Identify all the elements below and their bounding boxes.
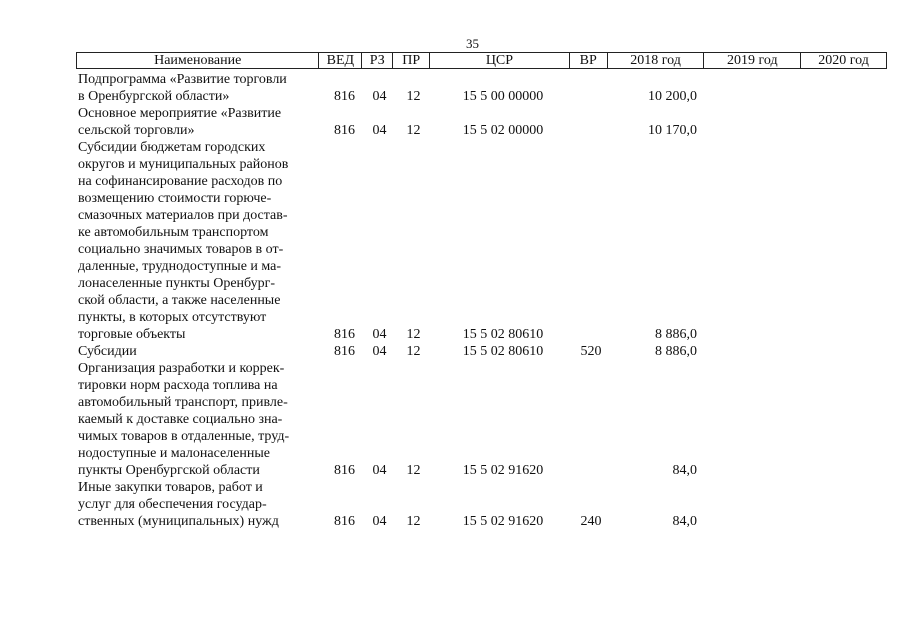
- cell-2018: 8 886,0: [655, 344, 697, 359]
- name-line: в Оренбургской области»: [78, 89, 230, 104]
- table-row: [78, 360, 887, 479]
- cell-name: [78, 479, 321, 530]
- cell-name: [78, 105, 321, 139]
- cell-ved: 816: [334, 344, 355, 359]
- header-pr: ПР: [393, 53, 430, 68]
- cell-csr: 15 5 02 91620: [462, 463, 544, 478]
- cell-vr: 240: [580, 514, 602, 529]
- name-line: ственных (муниципальных) нужд: [78, 514, 279, 529]
- cell-pr: 12: [406, 327, 421, 342]
- cell-2018: 8 886,0: [655, 327, 697, 342]
- header-2019: 2019 год: [704, 53, 801, 68]
- name-line: чимых товаров в отдаленные, труд-: [78, 429, 290, 444]
- cell-ved: 816: [334, 327, 355, 342]
- cell-rz: 04: [372, 514, 387, 529]
- header-name: Наименование: [77, 53, 319, 68]
- name-line: даленные, труднодоступные и ма-: [78, 259, 282, 274]
- name-line: Субсидии бюджетам городских: [78, 140, 266, 155]
- header-ved: ВЕД: [319, 53, 362, 68]
- table-row: [78, 105, 887, 139]
- name-line: услуг для обеспечения государ-: [78, 497, 267, 512]
- name-line: Субсидии: [78, 344, 137, 359]
- cell-csr: 15 5 02 80610: [462, 327, 544, 342]
- name-line: пункты, в которых отсутствуют: [78, 310, 267, 325]
- cell-rz: 04: [372, 344, 387, 359]
- cell-csr: 15 5 02 91620: [462, 514, 544, 529]
- header-2018: 2018 год: [608, 53, 705, 68]
- cell-rz: 04: [372, 89, 387, 104]
- cell-name: [78, 139, 321, 343]
- name-line: пункты Оренбургской области: [78, 463, 260, 478]
- cell-2018: 84,0: [672, 463, 697, 478]
- name-line: округов и муниципальных районов: [78, 157, 289, 172]
- header-2020: 2020 год: [818, 53, 869, 68]
- cell-2018: 84,0: [672, 514, 697, 529]
- table-row: [78, 343, 887, 360]
- cell-csr: 15 5 02 00000: [462, 123, 544, 138]
- name-line: тировки норм расхода топлива на: [78, 378, 278, 393]
- name-line: социально значимых товаров в от-: [78, 242, 284, 257]
- cell-pr: 12: [406, 514, 421, 529]
- cell-pr: 12: [406, 89, 421, 104]
- cell-ved: 816: [334, 463, 355, 478]
- cell-rz: 04: [372, 463, 387, 478]
- name-line: Иные закупки товаров, работ и: [78, 480, 263, 495]
- cell-name: [78, 343, 321, 360]
- cell-ved: 816: [334, 514, 355, 529]
- table-header: [76, 52, 887, 69]
- name-line: смазочных материалов при достав-: [78, 208, 288, 223]
- cell-rz: 04: [372, 123, 387, 138]
- name-line: Основное мероприятие «Развитие: [78, 106, 282, 121]
- name-line: на софинансирование расходов по: [78, 174, 283, 189]
- cell-vr: 520: [580, 344, 602, 359]
- table-row: [78, 71, 887, 105]
- name-line: ской области, а также населенные: [78, 293, 281, 308]
- name-line: нодоступные и малонаселенные: [78, 446, 271, 461]
- name-line: ке автомобильным транспортом: [78, 225, 269, 240]
- cell-name: [78, 71, 321, 105]
- cell-pr: 12: [406, 463, 421, 478]
- cell-pr: 12: [406, 344, 421, 359]
- cell-ved: 816: [334, 123, 355, 138]
- name-line: сельской торговли»: [78, 123, 195, 138]
- table-body: [78, 71, 887, 530]
- name-line: лонаселенные пункты Оренбург-: [78, 276, 276, 291]
- cell-pr: 12: [406, 123, 421, 138]
- cell-ved: 816: [334, 89, 355, 104]
- name-line: возмещению стоимости горюче-: [78, 191, 272, 206]
- header-vr: ВР: [570, 53, 608, 68]
- cell-name: [78, 360, 321, 479]
- cell-csr: 15 5 00 00000: [462, 89, 544, 104]
- table-row: [78, 479, 887, 530]
- page-number: 35: [466, 36, 479, 51]
- header-rz: РЗ: [362, 53, 393, 68]
- name-line: каемый к доставке социально зна-: [78, 412, 283, 427]
- cell-2018: 10 170,0: [648, 123, 697, 138]
- cell-rz: 04: [372, 327, 387, 342]
- name-line: торговые объекты: [78, 327, 186, 342]
- table-row: [78, 139, 887, 343]
- cell-2018: 10 200,0: [648, 89, 697, 104]
- name-line: автомобильный транспорт, привле-: [78, 395, 288, 410]
- header-csr: ЦСР: [430, 53, 570, 68]
- cell-csr: 15 5 02 80610: [462, 344, 544, 359]
- name-line: Организация разработки и коррек-: [78, 361, 285, 376]
- name-line: Подпрограмма «Развитие торговли: [78, 72, 287, 87]
